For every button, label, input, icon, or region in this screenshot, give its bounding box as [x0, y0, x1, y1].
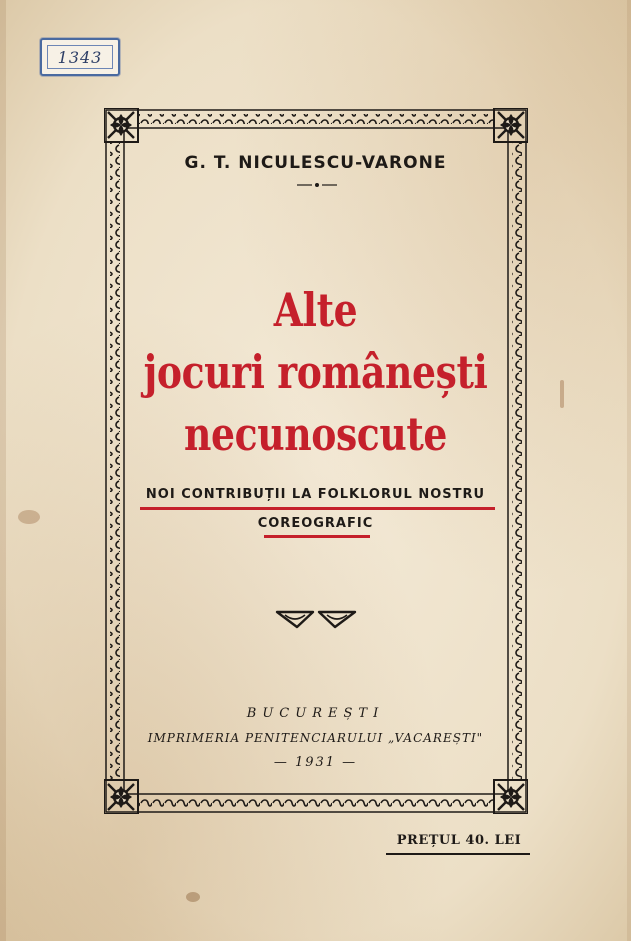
publication-year: — 1931 —	[273, 755, 358, 770]
price-label: PREȚUL 40. LEI	[396, 833, 522, 848]
catalog-number: 1343	[47, 45, 113, 69]
catalog-sticker	[40, 38, 120, 76]
paper-stain	[186, 892, 200, 902]
subtitle-underline-2	[264, 535, 370, 538]
subtitle-underline-1	[140, 507, 495, 510]
title-line-2: jocuri românești	[143, 345, 488, 399]
publisher-city: BUCUREȘTI	[246, 706, 385, 721]
title-line-3: necunoscute	[184, 407, 447, 461]
subtitle-line-1: NOI CONTRIBUȚII LA FOLKLORUL NOSTRU	[145, 487, 486, 502]
publisher-press: IMPRIMERIA PENITENCIARULUI „VACAREȘTI"	[147, 731, 484, 745]
center-ornament	[275, 609, 357, 629]
subtitle-line-2: COREOGRAFIC	[257, 516, 374, 531]
title-line-1: Alte	[273, 283, 358, 337]
author-divider-ornament	[297, 180, 337, 190]
author-name: G. T. NICULESCU-VARONE	[184, 153, 447, 173]
price-underline	[386, 853, 530, 855]
